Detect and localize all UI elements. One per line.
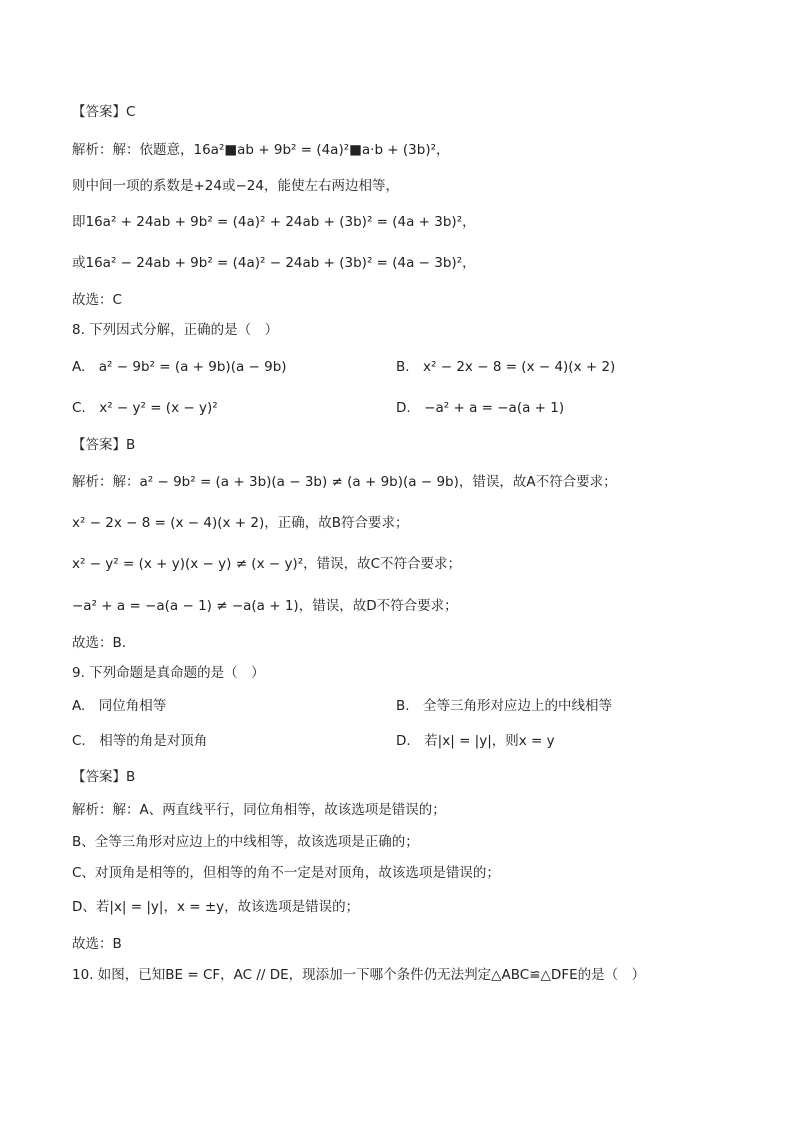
analysis-line: 即16a² + 24ab + 9b² = (4a)² + 24ab + (3b)² = (4a + 3b)²， [72,214,476,230]
question-9-stem: 9. 下列命题是真命题的是（ ） [72,665,265,681]
analysis-line: x² − y² = (x + y)(x − y) ≠ (x − y)²，错误，故C不符合要求； [72,556,462,572]
q9-option-b: B. 全等三角形对应边上的中线相等 [396,698,613,714]
analysis-line: 则中间一项的系数是+24或−24，能使左右两边相等， [72,178,399,194]
analysis-line: D、若|x| = |y|，x = ±y，故该选项是错误的； [72,899,360,915]
question-10-stem: 10. 如图，已知BE = CF，AC // DE，现添加一下哪个条件仍无法判定△ABC≌△DFE的是（ ） [72,967,646,983]
q9-option-d: D. 若|x| = |y|，则x = y [396,733,555,749]
analysis-line: 解析：解：依题意，16a²■ab + 9b² = (4a)²■a·b + (3b)²， [72,142,450,158]
analysis-line: 解析：解：A、两直线平行，同位角相等，故该选项是错误的； [72,802,446,818]
q8-option-c: C. x² − y² = (x − y)² [72,400,218,416]
q8-option-a: A. a² − 9b² = (a + 9b)(a − 9b) [72,359,287,375]
answer-label-q8: 【答案】B [72,437,136,453]
choice-line: 故选：B． [72,635,136,651]
analysis-line: 解析：解：a² − 9b² = (a + 3b)(a − 3b) ≠ (a + 9b)(a − 9b)，错误，故A不符合要求； [72,474,617,490]
analysis-line: C、对顶角是相等的，但相等的角不一定是对顶角，故该选项是错误的； [72,865,500,881]
answer-label-q7: 【答案】C [72,104,136,120]
choice-line: 故选：C [72,292,122,308]
question-8-stem: 8. 下列因式分解，正确的是（ ） [72,322,279,338]
q8-option-b: B. x² − 2x − 8 = (x − 4)(x + 2) [396,359,616,375]
analysis-line: −a² + a = −a(a − 1) ≠ −a(a + 1)，错误，故D不符合要求； [72,598,458,614]
answer-label-q9: 【答案】B [72,769,136,785]
q8-option-d: D. −a² + a = −a(a + 1) [396,400,565,416]
analysis-line: B、全等三角形对应边上的中线相等，故该选项是正确的； [72,834,419,850]
q9-option-c: C. 相等的角是对顶角 [72,733,208,749]
q9-option-a: A. 同位角相等 [72,698,167,714]
analysis-line: x² − 2x − 8 = (x − 4)(x + 2)，正确，故B符合要求； [72,515,409,531]
analysis-line: 或16a² − 24ab + 9b² = (4a)² − 24ab + (3b)² = (4a − 3b)²， [72,255,476,271]
choice-line: 故选：B [72,936,122,952]
